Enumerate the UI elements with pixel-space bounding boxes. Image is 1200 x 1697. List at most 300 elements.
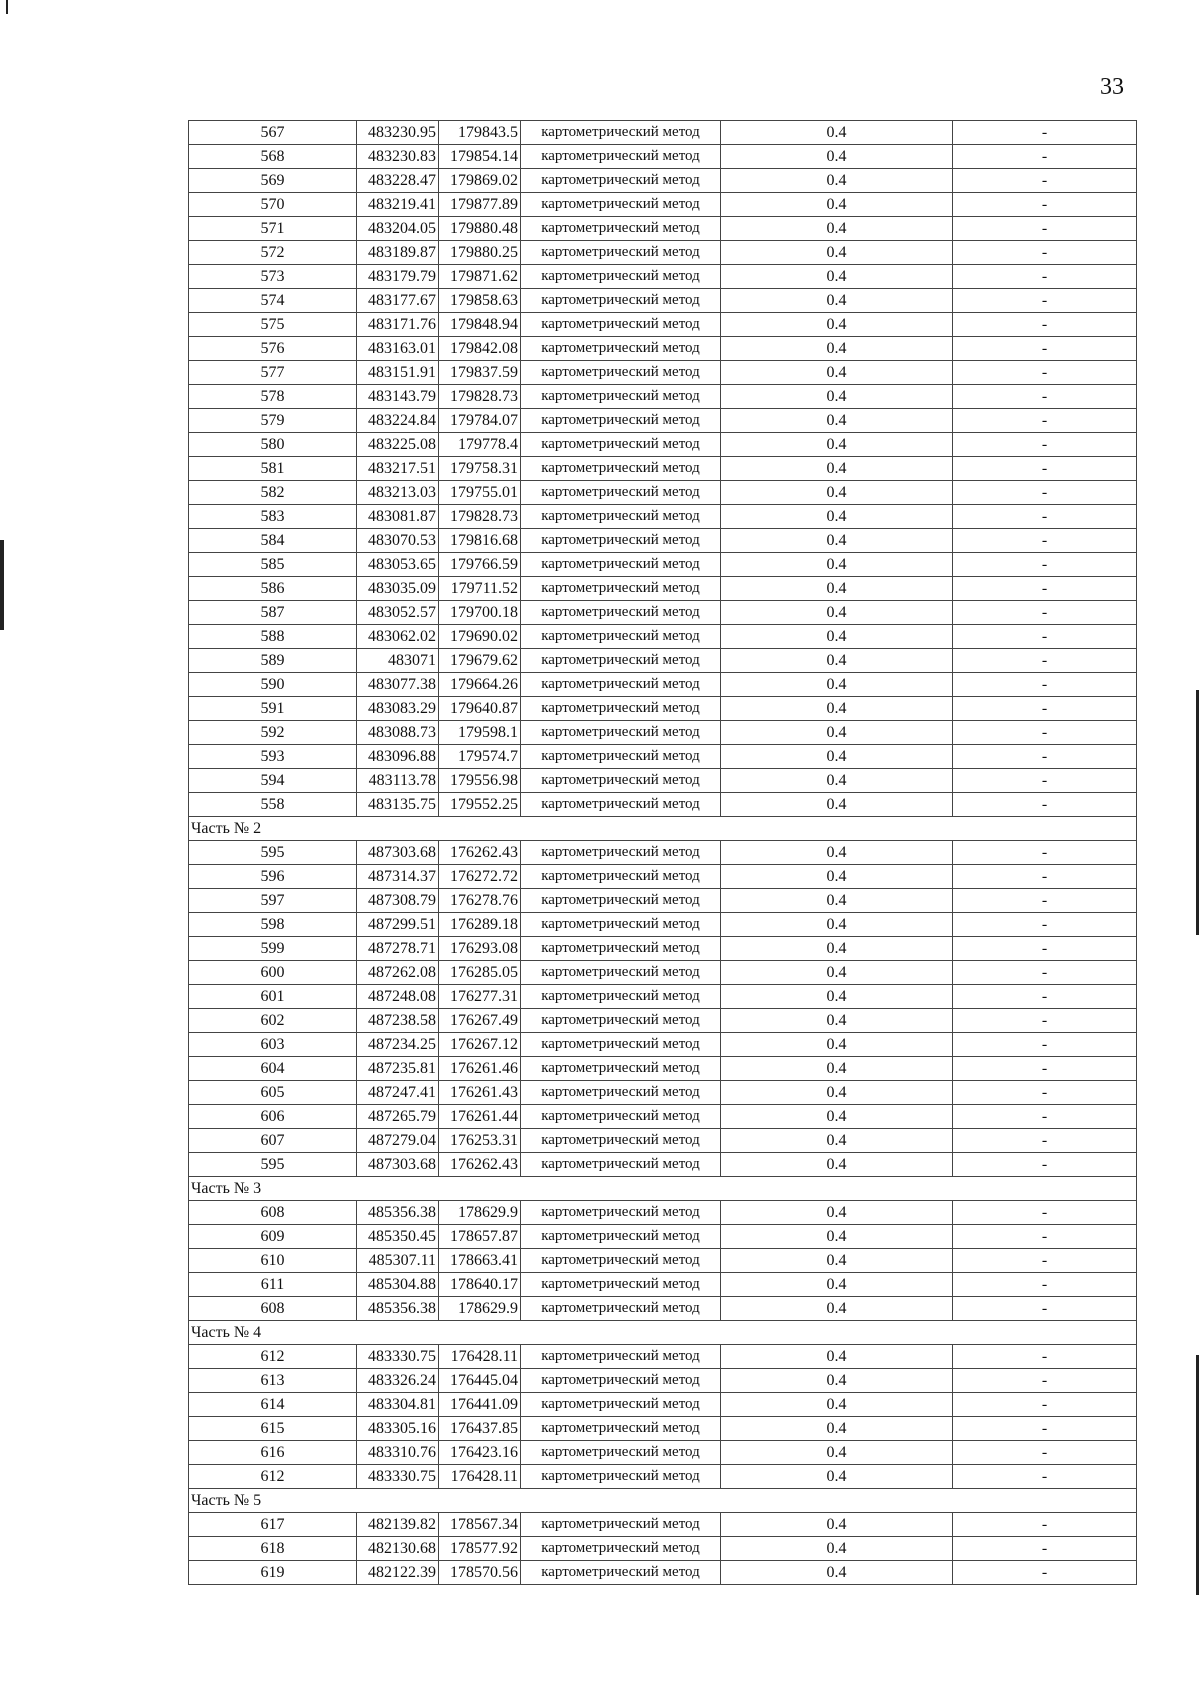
y-coordinate-cell: 176423.16 <box>439 1441 521 1465</box>
accuracy-cell: 0.4 <box>721 1345 953 1369</box>
note-cell: - <box>953 601 1137 625</box>
y-coordinate-cell: 176278.76 <box>439 889 521 913</box>
table-row <box>189 433 1137 457</box>
point-number-cell: 573 <box>189 265 357 289</box>
method-cell: картометрический метод <box>521 1369 721 1393</box>
note-cell: - <box>953 625 1137 649</box>
method-cell: картометрический метод <box>521 625 721 649</box>
x-coordinate-cell: 487238.58 <box>357 1009 439 1033</box>
note-cell: - <box>953 1369 1137 1393</box>
point-number-cell: 607 <box>189 1129 357 1153</box>
accuracy-cell: 0.4 <box>721 1465 953 1489</box>
method-cell: картометрический метод <box>521 1201 721 1225</box>
point-number-cell: 574 <box>189 289 357 313</box>
note-cell: - <box>953 217 1137 241</box>
method-cell: картометрический метод <box>521 1297 721 1321</box>
y-coordinate-cell: 176272.72 <box>439 865 521 889</box>
y-coordinate-cell: 178640.17 <box>439 1273 521 1297</box>
method-cell: картометрический метод <box>521 1441 721 1465</box>
note-cell: - <box>953 169 1137 193</box>
point-number-cell: 569 <box>189 169 357 193</box>
x-coordinate-cell: 482130.68 <box>357 1537 439 1561</box>
method-cell: картометрический метод <box>521 1081 721 1105</box>
table-row <box>189 529 1137 553</box>
accuracy-cell: 0.4 <box>721 1297 953 1321</box>
point-number-cell: 606 <box>189 1105 357 1129</box>
x-coordinate-cell: 483225.08 <box>357 433 439 457</box>
method-cell: картометрический метод <box>521 433 721 457</box>
point-number-cell: 618 <box>189 1537 357 1561</box>
table-row <box>189 553 1137 577</box>
accuracy-cell: 0.4 <box>721 673 953 697</box>
note-cell: - <box>953 385 1137 409</box>
y-coordinate-cell: 179854.14 <box>439 145 521 169</box>
table-row <box>189 649 1137 673</box>
note-cell: - <box>953 529 1137 553</box>
x-coordinate-cell: 483330.75 <box>357 1345 439 1369</box>
point-number-cell: 571 <box>189 217 357 241</box>
note-cell: - <box>953 1201 1137 1225</box>
x-coordinate-cell: 487299.51 <box>357 913 439 937</box>
y-coordinate-cell: 176262.43 <box>439 841 521 865</box>
accuracy-cell: 0.4 <box>721 433 953 457</box>
point-number-cell: 588 <box>189 625 357 649</box>
method-cell: картометрический метод <box>521 1537 721 1561</box>
x-coordinate-cell: 483070.53 <box>357 529 439 553</box>
accuracy-cell: 0.4 <box>721 289 953 313</box>
table-row <box>189 1297 1137 1321</box>
table-row <box>189 601 1137 625</box>
table-row <box>189 625 1137 649</box>
x-coordinate-cell: 485304.88 <box>357 1273 439 1297</box>
method-cell: картометрический метод <box>521 673 721 697</box>
accuracy-cell: 0.4 <box>721 577 953 601</box>
x-coordinate-cell: 487235.81 <box>357 1057 439 1081</box>
x-coordinate-cell: 483151.91 <box>357 361 439 385</box>
method-cell: картометрический метод <box>521 1249 721 1273</box>
accuracy-cell: 0.4 <box>721 241 953 265</box>
method-cell: картометрический метод <box>521 889 721 913</box>
x-coordinate-cell: 483213.03 <box>357 481 439 505</box>
x-coordinate-cell: 483113.78 <box>357 769 439 793</box>
point-number-cell: 589 <box>189 649 357 673</box>
y-coordinate-cell: 178629.9 <box>439 1201 521 1225</box>
method-cell: картометрический метод <box>521 481 721 505</box>
table-row <box>189 865 1137 889</box>
accuracy-cell: 0.4 <box>721 553 953 577</box>
point-number-cell: 577 <box>189 361 357 385</box>
method-cell: картометрический метод <box>521 1129 721 1153</box>
point-number-cell: 604 <box>189 1057 357 1081</box>
y-coordinate-cell: 178570.56 <box>439 1561 521 1585</box>
accuracy-cell: 0.4 <box>721 1057 953 1081</box>
point-number-cell: 587 <box>189 601 357 625</box>
table-row <box>189 697 1137 721</box>
note-cell: - <box>953 745 1137 769</box>
section-header-row <box>189 817 1137 841</box>
y-coordinate-cell: 179640.87 <box>439 697 521 721</box>
accuracy-cell: 0.4 <box>721 721 953 745</box>
table-row <box>189 337 1137 361</box>
x-coordinate-cell: 487303.68 <box>357 841 439 865</box>
table-row <box>189 361 1137 385</box>
y-coordinate-cell: 179758.31 <box>439 457 521 481</box>
table-row <box>189 265 1137 289</box>
y-coordinate-cell: 179858.63 <box>439 289 521 313</box>
accuracy-cell: 0.4 <box>721 745 953 769</box>
x-coordinate-cell: 483204.05 <box>357 217 439 241</box>
note-cell: - <box>953 673 1137 697</box>
note-cell: - <box>953 1105 1137 1129</box>
x-coordinate-cell: 483228.47 <box>357 169 439 193</box>
table-row <box>189 937 1137 961</box>
accuracy-cell: 0.4 <box>721 913 953 937</box>
method-cell: картометрический метод <box>521 1465 721 1489</box>
y-coordinate-cell: 179766.59 <box>439 553 521 577</box>
table-row <box>189 217 1137 241</box>
accuracy-cell: 0.4 <box>721 409 953 433</box>
table-row <box>189 121 1137 145</box>
point-number-cell: 597 <box>189 889 357 913</box>
note-cell: - <box>953 913 1137 937</box>
y-coordinate-cell: 178577.92 <box>439 1537 521 1561</box>
point-number-cell: 568 <box>189 145 357 169</box>
note-cell: - <box>953 241 1137 265</box>
y-coordinate-cell: 179828.73 <box>439 505 521 529</box>
note-cell: - <box>953 313 1137 337</box>
note-cell: - <box>953 985 1137 1009</box>
method-cell: картометрический метод <box>521 505 721 529</box>
point-number-cell: 582 <box>189 481 357 505</box>
point-number-cell: 612 <box>189 1345 357 1369</box>
y-coordinate-cell: 179552.25 <box>439 793 521 817</box>
point-number-cell: 590 <box>189 673 357 697</box>
table-row <box>189 961 1137 985</box>
table-row <box>189 1513 1137 1537</box>
y-coordinate-cell: 179778.4 <box>439 433 521 457</box>
y-coordinate-cell: 178629.9 <box>439 1297 521 1321</box>
accuracy-cell: 0.4 <box>721 217 953 241</box>
point-number-cell: 581 <box>189 457 357 481</box>
x-coordinate-cell: 483217.51 <box>357 457 439 481</box>
point-number-cell: 608 <box>189 1297 357 1321</box>
method-cell: картометрический метод <box>521 169 721 193</box>
method-cell: картометрический метод <box>521 793 721 817</box>
y-coordinate-cell: 176261.44 <box>439 1105 521 1129</box>
x-coordinate-cell: 483219.41 <box>357 193 439 217</box>
table-row <box>189 385 1137 409</box>
table-row <box>189 721 1137 745</box>
accuracy-cell: 0.4 <box>721 1081 953 1105</box>
table-row <box>189 769 1137 793</box>
point-number-cell: 617 <box>189 1513 357 1537</box>
y-coordinate-cell: 176277.31 <box>439 985 521 1009</box>
y-coordinate-cell: 176267.12 <box>439 1033 521 1057</box>
y-coordinate-cell: 179880.25 <box>439 241 521 265</box>
note-cell: - <box>953 1561 1137 1585</box>
note-cell: - <box>953 289 1137 313</box>
point-number-cell: 614 <box>189 1393 357 1417</box>
note-cell: - <box>953 1417 1137 1441</box>
method-cell: картометрический метод <box>521 1105 721 1129</box>
table-row <box>189 1561 1137 1585</box>
table-row <box>189 793 1137 817</box>
point-number-cell: 594 <box>189 769 357 793</box>
method-cell: картометрический метод <box>521 145 721 169</box>
x-coordinate-cell: 483177.67 <box>357 289 439 313</box>
point-number-cell: 605 <box>189 1081 357 1105</box>
method-cell: картометрический метод <box>521 1033 721 1057</box>
accuracy-cell: 0.4 <box>721 1273 953 1297</box>
y-coordinate-cell: 179828.73 <box>439 385 521 409</box>
point-number-cell: 570 <box>189 193 357 217</box>
note-cell: - <box>953 1057 1137 1081</box>
note-cell: - <box>953 721 1137 745</box>
table-row <box>189 1057 1137 1081</box>
note-cell: - <box>953 481 1137 505</box>
method-cell: картометрический метод <box>521 1393 721 1417</box>
y-coordinate-cell: 179842.08 <box>439 337 521 361</box>
note-cell: - <box>953 553 1137 577</box>
note-cell: - <box>953 1441 1137 1465</box>
method-cell: картометрический метод <box>521 1417 721 1441</box>
point-number-cell: 575 <box>189 313 357 337</box>
method-cell: картометрический метод <box>521 385 721 409</box>
y-coordinate-cell: 176289.18 <box>439 913 521 937</box>
note-cell: - <box>953 337 1137 361</box>
point-number-cell: 567 <box>189 121 357 145</box>
note-cell: - <box>953 505 1137 529</box>
x-coordinate-cell: 483230.83 <box>357 145 439 169</box>
method-cell: картометрический метод <box>521 1153 721 1177</box>
y-coordinate-cell: 179700.18 <box>439 601 521 625</box>
accuracy-cell: 0.4 <box>721 889 953 913</box>
y-coordinate-cell: 179848.94 <box>439 313 521 337</box>
point-number-cell: 593 <box>189 745 357 769</box>
y-coordinate-cell: 179755.01 <box>439 481 521 505</box>
table-row <box>189 313 1137 337</box>
x-coordinate-cell: 483310.76 <box>357 1441 439 1465</box>
table-row <box>189 913 1137 937</box>
method-cell: картометрический метод <box>521 649 721 673</box>
table-row <box>189 169 1137 193</box>
x-coordinate-cell: 483071 <box>357 649 439 673</box>
method-cell: картометрический метод <box>521 937 721 961</box>
point-number-cell: 608 <box>189 1201 357 1225</box>
table-row <box>189 673 1137 697</box>
y-coordinate-cell: 176445.04 <box>439 1369 521 1393</box>
accuracy-cell: 0.4 <box>721 1417 953 1441</box>
table-row <box>189 1153 1137 1177</box>
point-number-cell: 602 <box>189 1009 357 1033</box>
y-coordinate-cell: 179784.07 <box>439 409 521 433</box>
accuracy-cell: 0.4 <box>721 1441 953 1465</box>
table-row <box>189 505 1137 529</box>
method-cell: картометрический метод <box>521 265 721 289</box>
x-coordinate-cell: 483062.02 <box>357 625 439 649</box>
method-cell: картометрический метод <box>521 985 721 1009</box>
table-row <box>189 1225 1137 1249</box>
note-cell: - <box>953 793 1137 817</box>
point-number-cell: 595 <box>189 1153 357 1177</box>
table-row <box>189 841 1137 865</box>
x-coordinate-cell: 487247.41 <box>357 1081 439 1105</box>
x-coordinate-cell: 487262.08 <box>357 961 439 985</box>
accuracy-cell: 0.4 <box>721 145 953 169</box>
point-number-cell: 616 <box>189 1441 357 1465</box>
note-cell: - <box>953 1129 1137 1153</box>
accuracy-cell: 0.4 <box>721 769 953 793</box>
accuracy-cell: 0.4 <box>721 1561 953 1585</box>
table-row <box>189 1081 1137 1105</box>
accuracy-cell: 0.4 <box>721 1153 953 1177</box>
accuracy-cell: 0.4 <box>721 121 953 145</box>
table-row <box>189 577 1137 601</box>
table-row <box>189 745 1137 769</box>
y-coordinate-cell: 179843.5 <box>439 121 521 145</box>
point-number-cell: 598 <box>189 913 357 937</box>
table-row <box>189 1201 1137 1225</box>
accuracy-cell: 0.4 <box>721 1225 953 1249</box>
x-coordinate-cell: 483035.09 <box>357 577 439 601</box>
table-row <box>189 1369 1137 1393</box>
method-cell: картометрический метод <box>521 409 721 433</box>
x-coordinate-cell: 483096.88 <box>357 745 439 769</box>
y-coordinate-cell: 176428.11 <box>439 1465 521 1489</box>
note-cell: - <box>953 1393 1137 1417</box>
y-coordinate-cell: 178567.34 <box>439 1513 521 1537</box>
note-cell: - <box>953 577 1137 601</box>
accuracy-cell: 0.4 <box>721 649 953 673</box>
note-cell: - <box>953 889 1137 913</box>
method-cell: картометрический метод <box>521 1057 721 1081</box>
y-coordinate-cell: 179816.68 <box>439 529 521 553</box>
table-row <box>189 1129 1137 1153</box>
accuracy-cell: 0.4 <box>721 1201 953 1225</box>
point-number-cell: 611 <box>189 1273 357 1297</box>
note-cell: - <box>953 937 1137 961</box>
accuracy-cell: 0.4 <box>721 937 953 961</box>
note-cell: - <box>953 769 1137 793</box>
accuracy-cell: 0.4 <box>721 841 953 865</box>
x-coordinate-cell: 487278.71 <box>357 937 439 961</box>
method-cell: картометрический метод <box>521 865 721 889</box>
y-coordinate-cell: 176285.05 <box>439 961 521 985</box>
y-coordinate-cell: 176293.08 <box>439 937 521 961</box>
table-row <box>189 481 1137 505</box>
y-coordinate-cell: 179871.62 <box>439 265 521 289</box>
coordinates-table <box>188 120 1137 1585</box>
note-cell: - <box>953 961 1137 985</box>
x-coordinate-cell: 483088.73 <box>357 721 439 745</box>
accuracy-cell: 0.4 <box>721 385 953 409</box>
point-number-cell: 619 <box>189 1561 357 1585</box>
note-cell: - <box>953 361 1137 385</box>
method-cell: картометрический метод <box>521 913 721 937</box>
accuracy-cell: 0.4 <box>721 601 953 625</box>
x-coordinate-cell: 487265.79 <box>357 1105 439 1129</box>
point-number-cell: 592 <box>189 721 357 745</box>
method-cell: картометрический метод <box>521 601 721 625</box>
point-number-cell: 584 <box>189 529 357 553</box>
accuracy-cell: 0.4 <box>721 265 953 289</box>
table-row <box>189 409 1137 433</box>
x-coordinate-cell: 485356.38 <box>357 1297 439 1321</box>
note-cell: - <box>953 1081 1137 1105</box>
x-coordinate-cell: 482122.39 <box>357 1561 439 1585</box>
x-coordinate-cell: 483224.84 <box>357 409 439 433</box>
point-number-cell: 599 <box>189 937 357 961</box>
section-header-row <box>189 1489 1137 1513</box>
note-cell: - <box>953 1225 1137 1249</box>
note-cell: - <box>953 1033 1137 1057</box>
method-cell: картометрический метод <box>521 769 721 793</box>
point-number-cell: 586 <box>189 577 357 601</box>
y-coordinate-cell: 179574.7 <box>439 745 521 769</box>
method-cell: картометрический метод <box>521 241 721 265</box>
x-coordinate-cell: 483053.65 <box>357 553 439 577</box>
table-row <box>189 1537 1137 1561</box>
section-title: Часть № 2 <box>189 817 1137 841</box>
table-row <box>189 1465 1137 1489</box>
x-coordinate-cell: 487308.79 <box>357 889 439 913</box>
method-cell: картометрический метод <box>521 1513 721 1537</box>
note-cell: - <box>953 1249 1137 1273</box>
x-coordinate-cell: 483081.87 <box>357 505 439 529</box>
accuracy-cell: 0.4 <box>721 193 953 217</box>
table-row <box>189 889 1137 913</box>
section-header-row <box>189 1177 1137 1201</box>
x-coordinate-cell: 485356.38 <box>357 1201 439 1225</box>
table-row <box>189 1345 1137 1369</box>
table-row <box>189 289 1137 313</box>
note-cell: - <box>953 265 1137 289</box>
table-row <box>189 1393 1137 1417</box>
y-coordinate-cell: 176261.46 <box>439 1057 521 1081</box>
method-cell: картометрический метод <box>521 121 721 145</box>
y-coordinate-cell: 179690.02 <box>439 625 521 649</box>
note-cell: - <box>953 649 1137 673</box>
x-coordinate-cell: 485350.45 <box>357 1225 439 1249</box>
y-coordinate-cell: 176253.31 <box>439 1129 521 1153</box>
method-cell: картометрический метод <box>521 361 721 385</box>
accuracy-cell: 0.4 <box>721 865 953 889</box>
table-row <box>189 1009 1137 1033</box>
method-cell: картометрический метод <box>521 457 721 481</box>
method-cell: картометрический метод <box>521 1345 721 1369</box>
x-coordinate-cell: 483304.81 <box>357 1393 439 1417</box>
point-number-cell: 609 <box>189 1225 357 1249</box>
y-coordinate-cell: 179869.02 <box>439 169 521 193</box>
accuracy-cell: 0.4 <box>721 1105 953 1129</box>
method-cell: картометрический метод <box>521 697 721 721</box>
accuracy-cell: 0.4 <box>721 697 953 721</box>
method-cell: картометрический метод <box>521 337 721 361</box>
accuracy-cell: 0.4 <box>721 337 953 361</box>
section-title: Часть № 3 <box>189 1177 1137 1201</box>
x-coordinate-cell: 483083.29 <box>357 697 439 721</box>
method-cell: картометрический метод <box>521 745 721 769</box>
accuracy-cell: 0.4 <box>721 1537 953 1561</box>
table-row <box>189 1273 1137 1297</box>
point-number-cell: 583 <box>189 505 357 529</box>
accuracy-cell: 0.4 <box>721 961 953 985</box>
point-number-cell: 578 <box>189 385 357 409</box>
accuracy-cell: 0.4 <box>721 985 953 1009</box>
accuracy-cell: 0.4 <box>721 1249 953 1273</box>
note-cell: - <box>953 1273 1137 1297</box>
note-cell: - <box>953 697 1137 721</box>
